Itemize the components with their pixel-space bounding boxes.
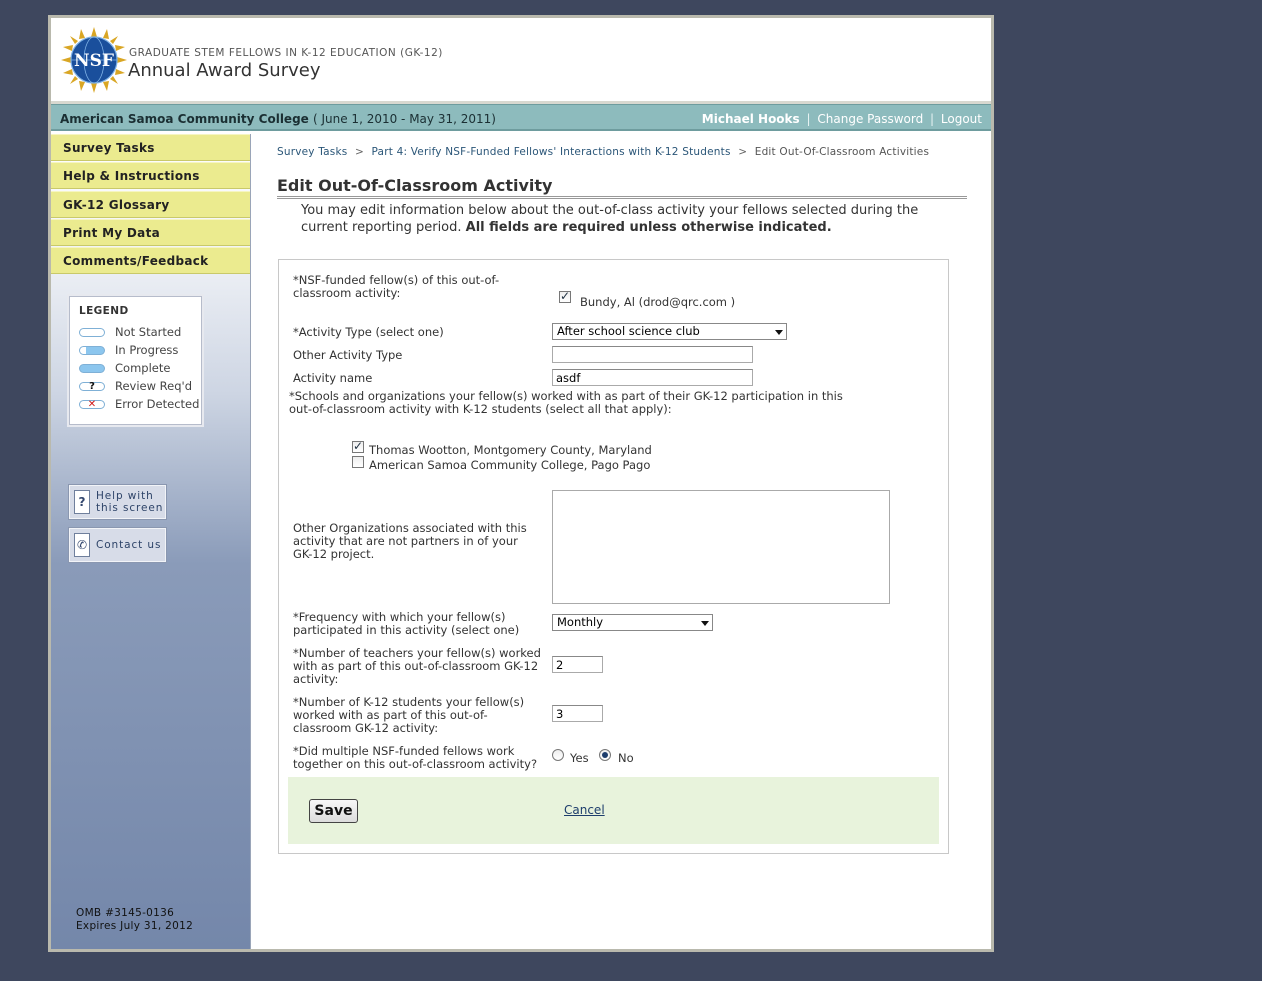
in-progress-icon [79, 346, 105, 355]
svg-text:NSF: NSF [74, 51, 114, 71]
legend-item-not-started [79, 323, 201, 341]
page-frame [48, 15, 994, 952]
label-line: Other Organizations associated with this [293, 521, 527, 535]
header [51, 18, 991, 104]
info-bar [51, 104, 991, 131]
other-orgs-textarea[interactable] [552, 490, 890, 604]
fellow-name: Bundy, Al (drod@qrc.com ) [580, 295, 736, 309]
multiple-fellows-yes-radio[interactable] [552, 749, 564, 761]
legend-label: Review Req'd [115, 379, 192, 393]
label-line: worked with as part of this out-of- [293, 708, 488, 722]
frequency-select[interactable] [552, 614, 713, 631]
label-line: out-of-classroom activity with K-12 students (select all that apply): [289, 402, 672, 416]
intro-bold: All fields are required unless otherwise indicated. [465, 220, 832, 235]
sidebar [51, 134, 251, 949]
label-line: classroom GK-12 activity: [293, 721, 439, 735]
teachers-count-label [293, 647, 541, 686]
breadcrumb-separator: > [354, 146, 364, 158]
multiple-fellows-no-radio[interactable] [599, 749, 611, 761]
organization-name: American Samoa Community College [60, 112, 309, 126]
other-orgs-label [293, 522, 527, 561]
legend [69, 296, 202, 425]
omb-expires: Expires July 31, 2012 [76, 920, 194, 932]
complete-icon [79, 364, 105, 373]
frequency-label [293, 611, 519, 637]
page-title: Edit Out-Of-Classroom Activity [277, 176, 967, 199]
label-line: activity: [293, 672, 339, 686]
other-activity-type-label: Other Activity Type [293, 348, 403, 362]
activity-name-input[interactable] [552, 369, 753, 386]
other-activity-type-input[interactable] [552, 346, 753, 363]
user-name: Michael Hooks [701, 112, 800, 126]
omb-info [76, 907, 193, 933]
fellows-label [293, 274, 499, 300]
radio-label-no: No [618, 751, 634, 765]
school-checkbox-american-samoa[interactable] [352, 456, 364, 468]
contact-us-button[interactable] [69, 528, 166, 562]
students-count-input[interactable] [552, 705, 603, 722]
form-actions [288, 777, 939, 844]
fellow-checkbox[interactable] [559, 291, 571, 303]
frequency-value: Monthly [557, 615, 604, 629]
breadcrumb-part4[interactable]: Part 4: Verify NSF-Funded Fellows' Interactions with K-12 Students [371, 146, 731, 158]
label-line: *Number of teachers your fellow(s) worked [293, 646, 541, 660]
teachers-count-input[interactable] [552, 656, 603, 673]
page-inner [51, 18, 991, 949]
label-line: classroom activity: [293, 286, 401, 300]
legend-label: Not Started [115, 325, 182, 339]
save-button[interactable]: Save [309, 799, 358, 823]
separator: | [930, 112, 935, 126]
students-count-label [293, 696, 524, 735]
legend-label: Error Detected [115, 397, 200, 411]
help-button-label [96, 490, 163, 514]
label-line: activity that are not partners in of your [293, 534, 518, 548]
activity-name-label: Activity name [293, 371, 373, 385]
chevron-down-icon [775, 330, 783, 335]
not-started-icon [79, 328, 105, 337]
award-dates: ( June 1, 2010 - May 31, 2011) [312, 112, 496, 126]
legend-item-review [79, 377, 201, 395]
label-line: *NSF-funded fellow(s) of this out-of- [293, 273, 500, 287]
legend-item-complete [79, 359, 201, 377]
intro-text [301, 202, 961, 236]
nav-gk12-glossary[interactable]: GK-12 Glossary [51, 191, 250, 218]
chevron-down-icon [701, 621, 709, 626]
breadcrumb-separator: > [738, 146, 748, 158]
nav-survey-tasks[interactable]: Survey Tasks [51, 134, 250, 161]
contact-button-label: Contact us [96, 539, 162, 551]
label-line: *Schools and organizations your fellow(s) worked with as part of their GK-12 participation in this [289, 389, 843, 403]
breadcrumb [277, 146, 929, 158]
activity-type-select[interactable] [552, 323, 787, 340]
label-line: *Did multiple NSF-funded fellows work [293, 744, 515, 758]
school-name: American Samoa Community College, Pago Pago [369, 458, 651, 472]
survey-title: Annual Award Survey [128, 60, 321, 81]
legend-title: LEGEND [79, 305, 129, 317]
help-button-line1: Help with [96, 490, 154, 502]
nav-comments-feedback[interactable]: Comments/Feedback [51, 247, 250, 274]
activity-type-value: After school science club [557, 324, 700, 338]
label-line: *Number of K-12 students your fellow(s) [293, 695, 525, 709]
organization-info [60, 112, 496, 126]
main-content [252, 134, 991, 949]
phone-icon: ✆ [74, 533, 90, 557]
legend-label: Complete [115, 361, 171, 375]
legend-item-in-progress [79, 341, 201, 359]
review-required-icon: ? [79, 382, 105, 391]
multiple-fellows-label [293, 745, 537, 771]
activity-form [278, 259, 949, 854]
change-password-link[interactable]: Change Password [817, 112, 924, 126]
activity-type-label: *Activity Type (select one) [293, 325, 444, 339]
radio-label-yes: Yes [570, 751, 589, 765]
error-detected-icon: ✕ [79, 400, 105, 409]
nsf-logo [61, 27, 127, 93]
label-line: together on this out-of-classroom activity? [293, 757, 538, 771]
nav-help-instructions[interactable]: Help & Instructions [51, 162, 250, 189]
label-line: with as part of this out-of-classroom GK-12 [293, 659, 539, 673]
breadcrumb-survey-tasks[interactable]: Survey Tasks [277, 146, 348, 158]
legend-item-error [79, 395, 201, 413]
legend-label: In Progress [115, 343, 179, 357]
logout-link[interactable]: Logout [940, 112, 982, 126]
label-line: participated in this activity (select one) [293, 623, 520, 637]
school-checkbox-wootton[interactable] [352, 441, 364, 453]
intro-normal: You may edit information below about the out-of-class activity your fellows selected during the current reporting period. [301, 203, 919, 235]
omb-number: OMB #3145-0136 [76, 907, 175, 919]
cancel-link[interactable]: Cancel [564, 803, 605, 817]
schools-label [289, 390, 843, 416]
help-with-this-screen-button[interactable] [69, 485, 166, 519]
separator: | [806, 112, 811, 126]
question-icon: ? [74, 490, 90, 514]
school-name: Thomas Wootton, Montgomery County, Maryland [369, 443, 652, 457]
breadcrumb-current: Edit Out-Of-Classroom Activities [754, 146, 930, 158]
label-line: *Frequency with which your fellow(s) [293, 610, 506, 624]
nav-print-my-data[interactable]: Print My Data [51, 219, 250, 246]
program-name: GRADUATE STEM FELLOWS IN K-12 EDUCATION (GK-12) [129, 47, 443, 59]
user-links [702, 112, 982, 126]
label-line: GK-12 project. [293, 547, 375, 561]
help-button-line2: this screen [96, 502, 164, 514]
